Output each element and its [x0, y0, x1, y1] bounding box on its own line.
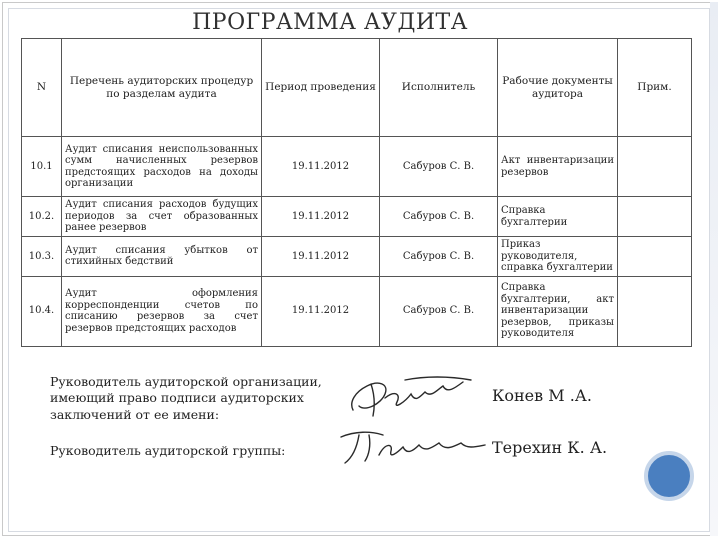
audit-program-table — [21, 38, 692, 347]
table-header-row — [22, 39, 692, 137]
row-period: 19.11.2012 — [262, 197, 380, 237]
row-procedure: Аудит списания неиспользованных сумм начисленных резервов предстоящих расходов на доходы организации — [62, 137, 262, 197]
header-period: Период проведения — [262, 39, 380, 137]
row-period: 19.11.2012 — [262, 276, 380, 346]
header-note: Прим. — [618, 39, 692, 137]
row-docs: Справка бухгалтерии — [498, 197, 618, 237]
row-executor: Сабуров С. В. — [380, 237, 498, 277]
row-note — [618, 276, 692, 346]
row-period: 19.11.2012 — [262, 137, 380, 197]
header-procedures: Перечень аудиторских процедур по разделам аудита — [62, 39, 262, 137]
row-period: 19.11.2012 — [262, 237, 380, 277]
header-docs: Рабочие документы аудитора — [498, 39, 618, 137]
row-procedure: Аудит списания расходов будущих периодов за счет образованных ранее резервов — [62, 197, 262, 237]
row-procedure: Аудит оформления корреспонденции счетов по списанию резервов за счет резервов предстоящих расходов — [62, 276, 262, 346]
table-row — [22, 197, 692, 237]
row-executor: Сабуров С. В. — [380, 197, 498, 237]
row-docs: Справка бухгалтерии, акт инвентаризации резервов, приказы руководителя — [498, 276, 618, 346]
header-num: N — [22, 39, 62, 137]
org-head-name: Конев М .А. — [492, 386, 592, 405]
row-num: 10.3. — [22, 237, 62, 277]
table-row — [22, 137, 692, 197]
table-row — [22, 276, 692, 346]
row-executor: Сабуров С. В. — [380, 276, 498, 346]
row-note — [618, 197, 692, 237]
group-head-name: Терехин К. А. — [492, 438, 608, 457]
header-executor: Исполнитель — [380, 39, 498, 137]
slide-side-band — [710, 2, 718, 536]
row-docs: Приказ руководителя, справка бухгалтерии — [498, 237, 618, 277]
row-procedure: Аудит списания убытков от стихийных бедствий — [62, 237, 262, 277]
row-num: 10.2. — [22, 197, 62, 237]
handwritten-signature-terekhin — [335, 425, 495, 470]
row-executor: Сабуров С. В. — [380, 137, 498, 197]
row-note — [618, 237, 692, 277]
handwritten-signature-konev — [345, 372, 485, 422]
row-docs: Акт инвентаризации резервов — [498, 137, 618, 197]
page-title: ПРОГРАММА АУДИТА — [192, 10, 468, 35]
row-num: 10.4. — [22, 276, 62, 346]
table-row — [22, 237, 692, 277]
decorative-circle — [644, 451, 694, 501]
row-num: 10.1 — [22, 137, 62, 197]
group-head-label: Руководитель аудиторской группы: — [50, 443, 286, 458]
org-head-label: Руководитель аудиторской организации, имеющий право подписи аудиторских заключений от ее имени: — [50, 374, 322, 422]
row-note — [618, 137, 692, 197]
